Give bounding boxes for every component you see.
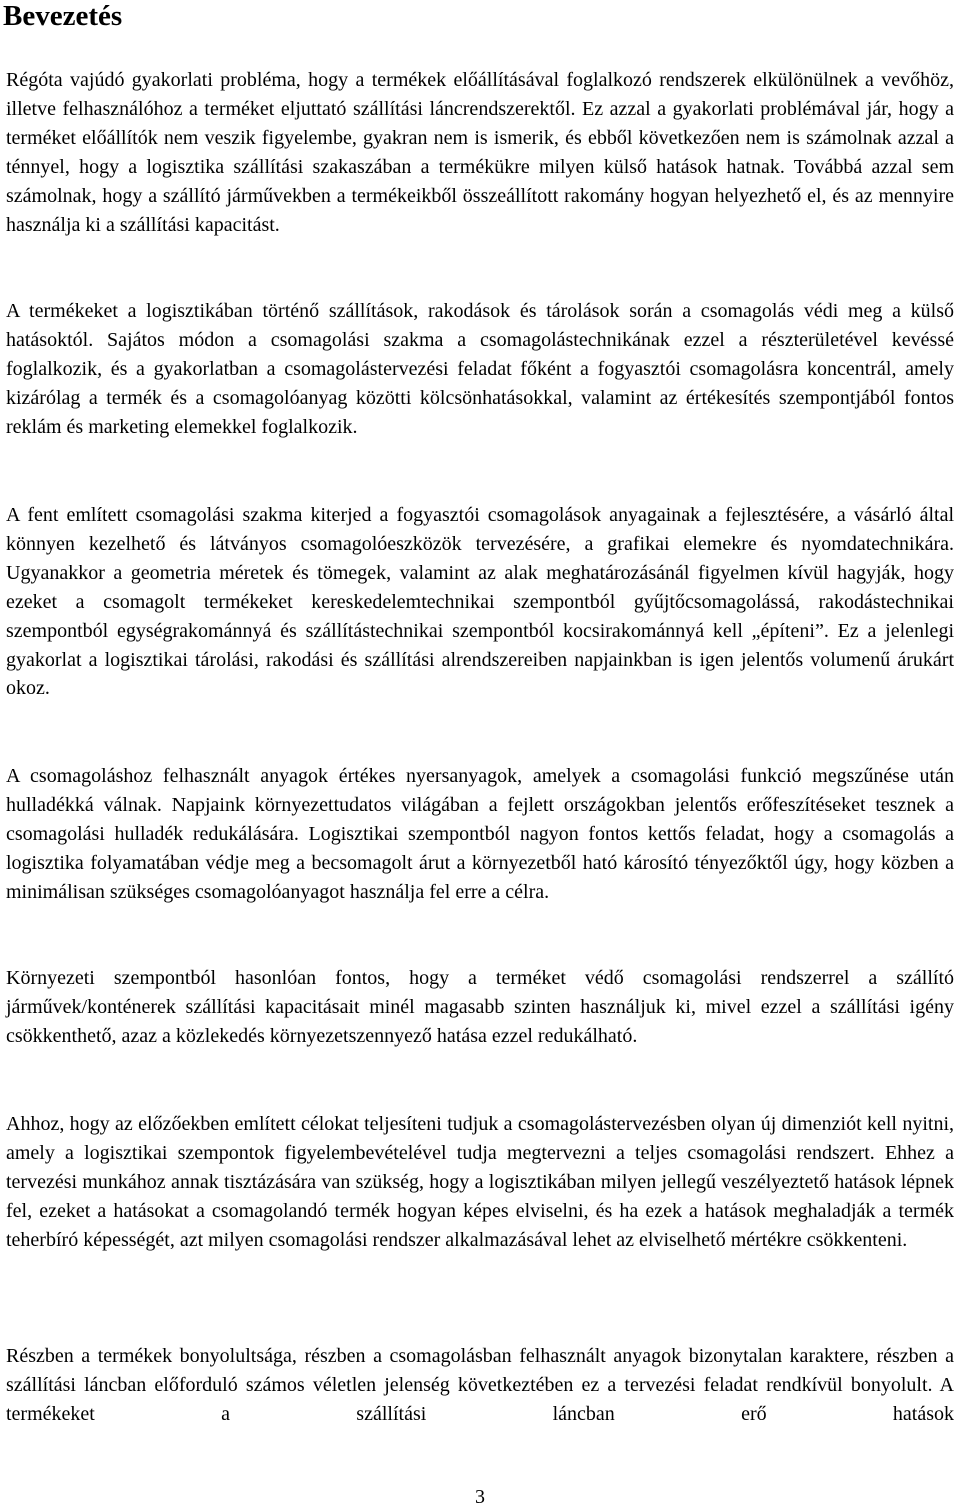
page-title: Bevezetés <box>3 0 123 32</box>
paragraph-3: A fent említett csomagolási szakma kiterjed a fogyasztói csomagolások anyagainak a fejlesztésére, a vásárló által könnyen kezelhető és látványos csomagolóeszközök tervezésére, a grafikai elemekre és nyomdatechnikára. Ugyanakkor a geometria méretek és tömegek, valamint az alak meghatározásánál figyelmen kívül hagyják, hogy ezeket a csomagolt termékeket kereskedelemtechnikai szempontból gyűjtőcsomagolássá, rakodástechnikai szempontból egységrakománnyá és szállítástechnikai szempontból kocsirakománnyá kell „építeni”. Ez a jelenlegi gyakorlat a logisztikai tárolási, rakodási és szállítási alrendszereiben napjainkban is igen jelentős volumenű árukárt okoz. <box>6 504 954 700</box>
page-number: 3 <box>475 1486 485 1508</box>
paragraph-7: Részben a termékek bonyolultsága, részben a csomagolásban felhasznált anyagok bizonytalan karaktere, részben a szállítási láncban előforduló számos véletlen jelenség következtében ez a tervezési feladat rendkívül bonyolult. A termékeket a szállítási láncban erő hatások <box>6 1345 954 1425</box>
paragraph-5: Környezeti szempontból hasonlóan fontos, hogy a terméket védő csomagolási rendszerrel a szállító járművek/konténerek szállítási kapacitásait minél magasabb szinten használjuk ki, mivel ezzel a szállítási igény csökkenthető, azaz a közlekedés környezetszennyező hatása ezzel redukálható. <box>6 967 954 1047</box>
paragraph-2: A termékeket a logisztikában történő szállítások, rakodások és tárolások során a csomagolás védi meg a külső hatásoktól. Sajátos módon a csomagolási szakma a csomagolástechnikának ezzel a részterületével kevéssé foglalkozik, és a gyakorlatban a csomagolástervezési feladat főként a fogyasztói csomagolásra koncentrál, amely kizárólag a termék és a csomagolóanyag közötti kölcsönhatásokkal, valamint az értékesítés szempontjából fontos reklám és marketing elemekkel foglalkozik. <box>6 300 954 438</box>
paragraph-6: Ahhoz, hogy az előzőekben említett célokat teljesíteni tudjuk a csomagolástervezésben olyan új dimenziót kell nyitni, amely a logisztikai szempontok figyelembevételével tudja megtervezni a teljes csomagolási rendszert. Ehhez a tervezési munkához annak tisztázására van szükség, hogy a logisztikában milyen jellegű veszélyeztető hatások lépnek fel, ezeket a hatásokat a csomagolandó termék hogyan képes elviselni, és ha ezek a hatások meghaladják a termék teherbíró képességét, azt milyen csomagolási rendszer alkalmazásával lehet az elviselhető mértékre csökkenteni. <box>6 1113 954 1251</box>
paragraph-1: Régóta vajúdó gyakorlati probléma, hogy a termékek előállításával foglalkozó rendszerek elkülönülnek a vevőhöz, illetve felhasználóhoz a terméket eljuttató szállítási láncrendszerektől. Ez azzal a gyakorlati problémával jár, hogy a terméket előállítók nem veszik figyelembe, gyakran nem is ismerik, és ebből következően nem is számolnak azzal a ténnyel, hogy a logisztika szállítási szakaszában a termékükre milyen külső hatások hatnak. Továbbá azzal sem számolnak, hogy a szállító járművekben a termékeikből összeállított rakomány hogyan helyezhető el, és az mennyire használja ki a szállítási kapacitást. <box>6 69 954 236</box>
paragraph-4: A csomagoláshoz felhasznált anyagok értékes nyersanyagok, amelyek a csomagolási funkció megszűnése után hulladékká válnak. Napjaink környezettudatos világában a fejlett országokban jelentős erőfeszítéseket tesznek a csomagolási hulladék redukálására. Logisztikai szempontból nagyon fontos kettős feladat, hogy a csomagolás a logisztika folyamatában védje meg a becsomagolt árut a környezetből ható károsító tényezőktől úgy, hogy közben a minimálisan szükséges csomagolóanyagot használja fel erre a célra. <box>6 765 954 903</box>
